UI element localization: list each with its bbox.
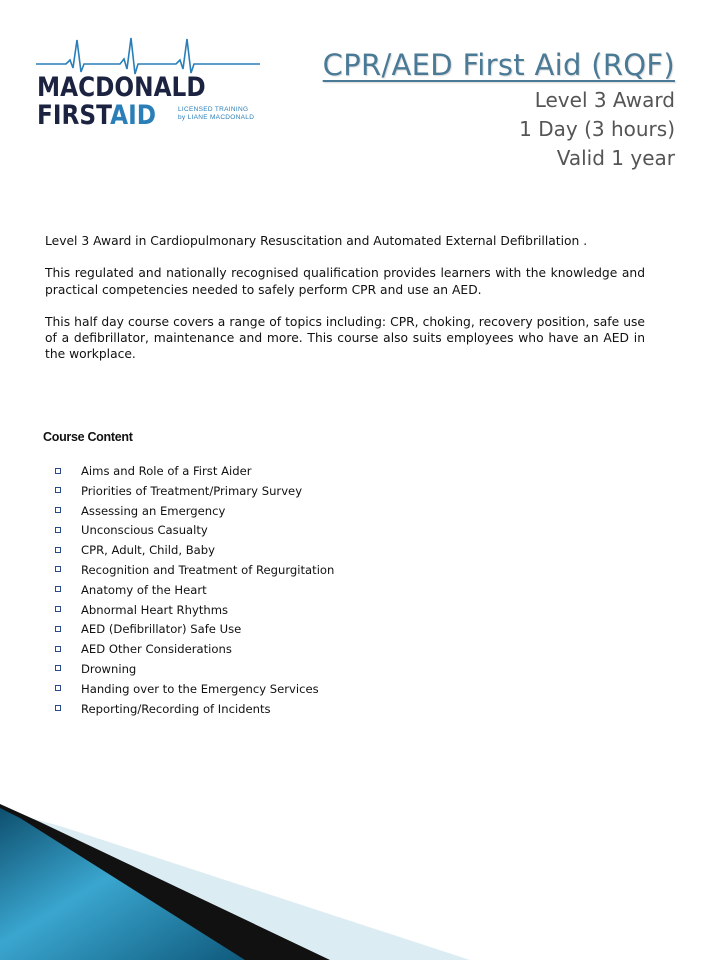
list-item	[55, 620, 334, 640]
list-item	[55, 521, 334, 541]
square-bullet-icon	[55, 665, 61, 671]
course-content-list	[55, 462, 334, 719]
list-item-label: Priorities of Treatment/Primary Survey	[81, 483, 303, 498]
course-level: Level 3 Award	[534, 88, 675, 112]
square-bullet-icon	[55, 705, 61, 711]
list-item-label: AED (Defibrillator) Safe Use	[81, 622, 242, 637]
list-item-label: CPR, Adult, Child, Baby	[81, 543, 215, 558]
square-bullet-icon	[55, 527, 61, 533]
course-description	[45, 233, 645, 379]
square-bullet-icon	[55, 626, 61, 632]
ekg-heartbeat-icon	[36, 34, 260, 76]
square-bullet-icon	[55, 487, 61, 493]
intro-paragraph-3: This half day course covers a range of topics including: CPR, choking, recovery position, safe use of a defibrillator, maintenance and more. This course also suits employees who have an AED in the workplace.	[45, 314, 645, 362]
intro-paragraph-2: This regulated and nationally recognised qualification provides learners with the knowledge and practical competencies needed to safely perform CPR and use an AED.	[45, 266, 645, 297]
list-item-label: Anatomy of the Heart	[81, 582, 207, 597]
list-item	[55, 700, 334, 720]
list-item-label: AED Other Considerations	[81, 642, 232, 657]
course-content-heading: Course Content	[43, 430, 133, 444]
list-item-label: Assessing an Emergency	[81, 503, 226, 518]
square-bullet-icon	[55, 507, 61, 513]
logo-first: FIRST	[37, 100, 111, 131]
list-item	[55, 502, 334, 522]
square-bullet-icon	[55, 468, 61, 474]
intro-paragraph-1: Level 3 Award in Cardiopulmonary Resuscitation and Automated External Defibrillation .	[45, 234, 588, 248]
square-bullet-icon	[55, 606, 61, 612]
square-bullet-icon	[55, 646, 61, 652]
list-item	[55, 640, 334, 660]
list-item	[55, 541, 334, 561]
list-item-label: Recognition and Treatment of Regurgitation	[81, 562, 335, 577]
list-item	[55, 680, 334, 700]
logo-line-2	[37, 102, 156, 129]
course-title: CPR/AED First Aid (RQF)	[322, 48, 675, 82]
square-bullet-icon	[55, 547, 61, 553]
list-item-label: Drowning	[81, 661, 137, 676]
list-item	[55, 660, 334, 680]
list-item-label: Aims and Role of a First Aider	[81, 464, 252, 478]
list-item	[55, 581, 334, 601]
list-item-label: Unconscious Casualty	[81, 523, 208, 538]
list-item-label: Reporting/Recording of Incidents	[81, 701, 271, 716]
course-validity: Valid 1 year	[556, 146, 675, 170]
square-bullet-icon	[55, 685, 61, 691]
list-item	[55, 561, 334, 581]
square-bullet-icon	[55, 586, 61, 592]
course-header	[323, 48, 675, 173]
list-item-label: Handing over to the Emergency Services	[81, 681, 319, 696]
logo-tagline	[178, 106, 268, 122]
logo-tagline-1: LICENSED TRAINING	[178, 106, 249, 113]
list-item	[55, 601, 334, 621]
logo-aid: AID	[110, 100, 157, 131]
square-bullet-icon	[55, 566, 61, 572]
decorative-corner-swoosh	[0, 790, 720, 960]
company-logo	[36, 34, 260, 129]
course-duration: 1 Day (3 hours)	[519, 117, 675, 141]
list-item	[55, 462, 334, 482]
list-item-label: Abnormal Heart Rhythms	[81, 602, 229, 617]
logo-tagline-2: by LIANE MACDONALD	[178, 114, 255, 121]
logo-line-1: MACDONALD	[37, 72, 206, 103]
list-item	[55, 482, 334, 502]
